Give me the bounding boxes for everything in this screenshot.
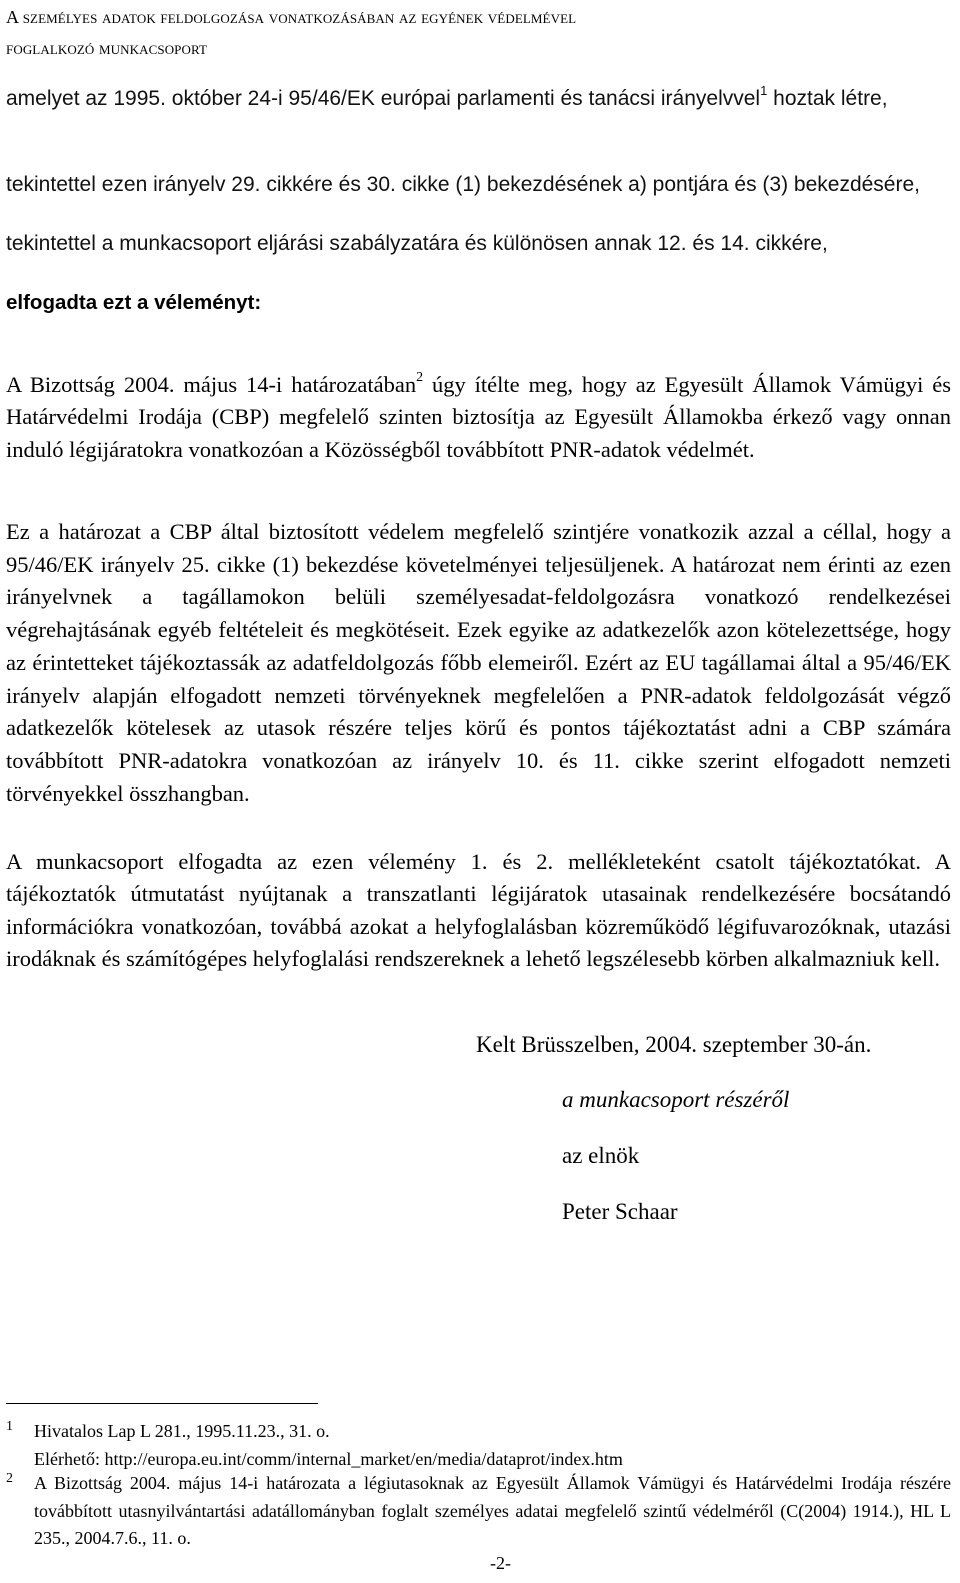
footnote-2-text: A Bizottság 2004. május 14-i határozata a légiutasoknak az Egyesült Államok Vámügyi és Határvédelmi Irodája részére továbbított utasnyilvántartási adatállományban foglalt személyes adatai megfelelő szintű védelméről (C(2004) 1914.), HL L 235., 2004.7.6., 11. o.	[34, 1473, 951, 1548]
body-paragraph-2: Ez a határozat a CBP által biztosított védelem megfelelő szintjére vonatkozik azzal a céllal, hogy a 95/46/EK irányelv 25. cikke (1) bekezdése követelményei teljesüljenek. A határozat nem érinti az ezen irányelvnek a tagállamokon belüli személyesadat-feldolgozásra vonatkozó rendelkezései végrehajtásának egyéb feltételeit és megkötéseit. Ezek egyike az adatkezelők azon kötelezettsége, hogy az érintetteket tájékoztassák az adatfeldolgozás főbb elemeiről. Ezért az EU tagállamai által a 95/46/EK irányelv alapján elfogadott nemzeti törvényeknek megfelelően a PNR-adatok feldolgozását végző adatkezelők kötelesek az utasok részére teljes körű és pontos tájékoztatást adni a CBP számára továbbított PNR-adatokra vonatkozóan az irányelv 10. és 11. cikke szerint elfogadott nemzeti törvényekkel összhangban.	[6, 519, 951, 806]
heading-line-2: foglalkozó munkacsoport	[6, 38, 208, 58]
document-heading	[6, 2, 951, 64]
footnote-2-number: 2	[6, 1471, 13, 1486]
signature-on-behalf: a munkacsoport részéről	[562, 1087, 790, 1112]
signature-place-date: Kelt Brüsszelben, 2004. szeptember 30-án.	[476, 1032, 872, 1057]
heading-line-1: A személyes adatok feldolgozása vonatkozásában az egyének védelmével	[6, 7, 577, 27]
preamble-paragraph-1: amelyet az 1995. október 24-i 95/46/EK európai parlamenti és tanácsi irányelvvel$^1$ hoztak létre,	[6, 83, 888, 110]
preamble-paragraph-2: tekintettel ezen irányelv 29. cikkére és 30. cikke (1) bekezdésének a) pontjára és (3) bekezdésére,	[6, 173, 920, 196]
preamble-paragraph-3: tekintettel a munkacsoport eljárási szabályzatára és különösen annak 12. és 14. cikkére,	[6, 232, 828, 255]
footnote-ref-2[interactable]: 2	[416, 370, 424, 386]
footnote-1-text: Hivatalos Lap L 281., 1995.11.23., 31. o. Elérhető: http://europa.eu.int/comm/internal_market/en/media/dataprot/index.htm	[34, 1418, 951, 1473]
footnote-1-number: 1	[6, 1419, 13, 1434]
footnote-ref-1[interactable]: 1	[760, 83, 768, 99]
signature-name: Peter Schaar	[562, 1199, 678, 1224]
footnote-1-link[interactable]: Elérhető: http://europa.eu.int/comm/internal_market/en/media/dataprot/index.htm	[34, 1448, 623, 1469]
page-number: -2-	[490, 1553, 511, 1573]
footnote-2	[6, 1470, 951, 1552]
adopted-statement: elfogadta ezt a véleményt:	[6, 291, 262, 314]
body-paragraph-3: A munkacsoport elfogadta az ezen vélemény 1. és 2. mellékleteként csatolt tájékoztatókat. A tájékoztatók útmutatást nyújtanak a transzatlanti légijáratok utasainak rendelkezésére bocsátandó információkra vonatkozóan, továbbá azokat a helyfoglalásban közreműködő légifuvarozóknak, utazási irodáknak és számítógépes helyfoglalási rendszereknek a lehető legszélesebb körben alkalmazniuk kell.	[6, 849, 951, 971]
footnote-1	[6, 1418, 951, 1474]
signature-role: az elnök	[562, 1143, 640, 1168]
body-paragraph-1: A Bizottság 2004. május 14-i határozatában$^2$ úgy ítélte meg, hogy az Egyesült Államok Vámügyi és Határvédelmi Irodája (CBP) megfelelő szinten biztosítja az Egyesült Államokba érkező vagy onnan induló légijáratokra vonatkozóan a Közösségből továbbított PNR-adatok védelmét.	[6, 370, 951, 462]
footnote-separator	[6, 1403, 318, 1404]
